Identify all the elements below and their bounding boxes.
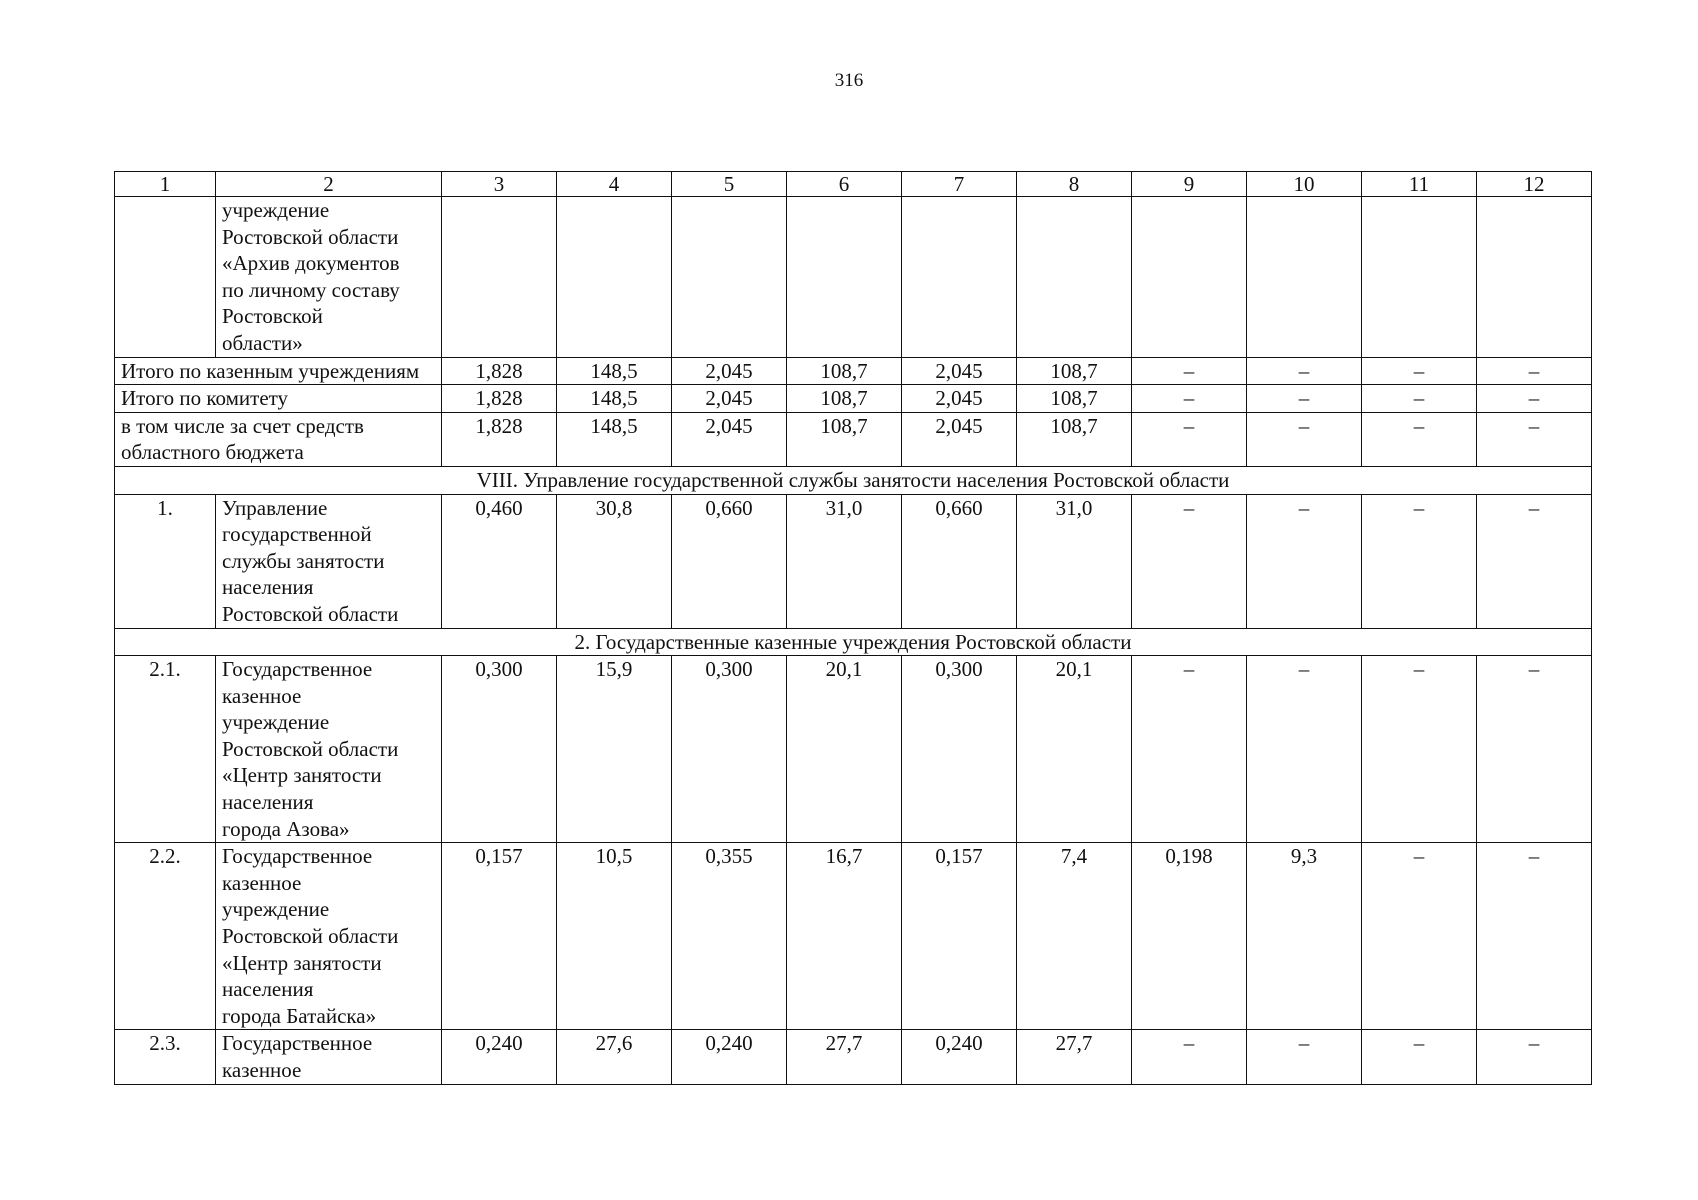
value-cell: – xyxy=(1477,843,1592,1030)
value-cell: 0,157 xyxy=(442,843,557,1030)
value-cell: 0,240 xyxy=(442,1030,557,1084)
value-cell: 0,300 xyxy=(442,656,557,843)
section-heading-row xyxy=(115,628,1592,656)
organization-name: Государственное казенное учреждение Ростовской области «Центр занятости населения города Азова» xyxy=(216,656,442,843)
value-cell: 0,355 xyxy=(672,843,787,1030)
column-number: 7 xyxy=(902,172,1017,197)
value-cell xyxy=(1017,197,1132,358)
total-row xyxy=(115,385,1592,413)
value-cell xyxy=(557,197,672,358)
page-number: 316 xyxy=(834,70,864,91)
column-number: 4 xyxy=(557,172,672,197)
value-cell: 2,045 xyxy=(672,357,787,385)
value-cell: – xyxy=(1477,412,1592,466)
value-cell xyxy=(442,197,557,358)
column-number: 12 xyxy=(1477,172,1592,197)
value-cell: – xyxy=(1247,494,1362,628)
value-cell: 108,7 xyxy=(1017,357,1132,385)
value-cell: – xyxy=(1477,656,1592,843)
value-cell: – xyxy=(1247,656,1362,843)
value-cell xyxy=(1132,197,1247,358)
table-row xyxy=(115,843,1592,1030)
value-cell xyxy=(1477,197,1592,358)
value-cell: 2,045 xyxy=(902,357,1017,385)
value-cell: 108,7 xyxy=(787,412,902,466)
value-cell: 2,045 xyxy=(902,385,1017,413)
value-cell: – xyxy=(1362,656,1477,843)
section-heading: 2. Государственные казенные учреждения Ростовской области xyxy=(115,628,1592,656)
value-cell: 27,7 xyxy=(1017,1030,1132,1084)
value-cell: – xyxy=(1132,385,1247,413)
row-index: 2.3. xyxy=(115,1030,216,1084)
row-index: 2.2. xyxy=(115,843,216,1030)
value-cell: 0,660 xyxy=(902,494,1017,628)
value-cell: – xyxy=(1477,357,1592,385)
total-label: Итого по комитету xyxy=(115,385,442,413)
value-cell: 31,0 xyxy=(787,494,902,628)
value-cell: 0,300 xyxy=(902,656,1017,843)
total-row xyxy=(115,357,1592,385)
value-cell: – xyxy=(1247,385,1362,413)
value-cell: – xyxy=(1132,412,1247,466)
column-number-row xyxy=(115,172,1592,197)
section-heading-row xyxy=(115,466,1592,494)
value-cell: 0,240 xyxy=(672,1030,787,1084)
value-cell: 30,8 xyxy=(557,494,672,628)
data-table xyxy=(114,171,1592,1085)
value-cell: – xyxy=(1362,385,1477,413)
value-cell: 0,198 xyxy=(1132,843,1247,1030)
value-cell: 108,7 xyxy=(787,385,902,413)
value-cell: – xyxy=(1362,1030,1477,1084)
column-number: 11 xyxy=(1362,172,1477,197)
value-cell xyxy=(1362,197,1477,358)
total-row xyxy=(115,412,1592,466)
value-cell: 148,5 xyxy=(557,385,672,413)
value-cell: 148,5 xyxy=(557,357,672,385)
value-cell: 2,045 xyxy=(672,412,787,466)
value-cell: – xyxy=(1132,656,1247,843)
total-label: Итого по казенным учреждениям xyxy=(115,357,442,385)
value-cell: 0,157 xyxy=(902,843,1017,1030)
value-cell: 108,7 xyxy=(787,357,902,385)
total-label: в том числе за счет средств областного бюджета xyxy=(115,412,442,466)
value-cell: – xyxy=(1477,1030,1592,1084)
value-cell: – xyxy=(1247,412,1362,466)
value-cell: – xyxy=(1132,494,1247,628)
organization-name: учреждение Ростовской области «Архив документов по личному составу Ростовской области» xyxy=(216,197,442,358)
column-number: 2 xyxy=(216,172,442,197)
value-cell: – xyxy=(1362,357,1477,385)
organization-name: Управление государственной службы занятости населения Ростовской области xyxy=(216,494,442,628)
column-number: 5 xyxy=(672,172,787,197)
value-cell: 31,0 xyxy=(1017,494,1132,628)
value-cell: – xyxy=(1362,494,1477,628)
value-cell: – xyxy=(1247,357,1362,385)
value-cell: – xyxy=(1477,494,1592,628)
table-row xyxy=(115,494,1592,628)
value-cell: – xyxy=(1362,843,1477,1030)
table-row xyxy=(115,1030,1592,1084)
value-cell: 16,7 xyxy=(787,843,902,1030)
column-number: 9 xyxy=(1132,172,1247,197)
value-cell: 108,7 xyxy=(1017,385,1132,413)
value-cell: 10,5 xyxy=(557,843,672,1030)
value-cell: – xyxy=(1362,412,1477,466)
value-cell: 7,4 xyxy=(1017,843,1132,1030)
column-number: 10 xyxy=(1247,172,1362,197)
value-cell: 1,828 xyxy=(442,412,557,466)
column-number: 3 xyxy=(442,172,557,197)
organization-name: Государственное казенное xyxy=(216,1030,442,1084)
value-cell: 9,3 xyxy=(1247,843,1362,1030)
value-cell: – xyxy=(1477,385,1592,413)
section-heading: VIII. Управление государственной службы занятости населения Ростовской области xyxy=(115,466,1592,494)
value-cell: – xyxy=(1132,1030,1247,1084)
column-number: 8 xyxy=(1017,172,1132,197)
value-cell xyxy=(1247,197,1362,358)
value-cell: 20,1 xyxy=(787,656,902,843)
value-cell: 108,7 xyxy=(1017,412,1132,466)
column-number: 6 xyxy=(787,172,902,197)
value-cell: – xyxy=(1247,1030,1362,1084)
value-cell: 27,7 xyxy=(787,1030,902,1084)
row-index: 1. xyxy=(115,494,216,628)
row-index: 2.1. xyxy=(115,656,216,843)
value-cell: 15,9 xyxy=(557,656,672,843)
value-cell: 27,6 xyxy=(557,1030,672,1084)
value-cell: 0,660 xyxy=(672,494,787,628)
value-cell xyxy=(672,197,787,358)
organization-name: Государственное казенное учреждение Ростовской области «Центр занятости населения города Батайска» xyxy=(216,843,442,1030)
column-number: 1 xyxy=(115,172,216,197)
value-cell xyxy=(787,197,902,358)
value-cell: – xyxy=(1132,357,1247,385)
value-cell: 0,300 xyxy=(672,656,787,843)
value-cell: 2,045 xyxy=(902,412,1017,466)
value-cell: 0,460 xyxy=(442,494,557,628)
value-cell: 148,5 xyxy=(557,412,672,466)
value-cell: 0,240 xyxy=(902,1030,1017,1084)
value-cell xyxy=(902,197,1017,358)
table-row xyxy=(115,197,1592,358)
value-cell: 20,1 xyxy=(1017,656,1132,843)
value-cell: 2,045 xyxy=(672,385,787,413)
table-row xyxy=(115,656,1592,843)
value-cell: 1,828 xyxy=(442,357,557,385)
value-cell: 1,828 xyxy=(442,385,557,413)
row-index xyxy=(115,197,216,358)
